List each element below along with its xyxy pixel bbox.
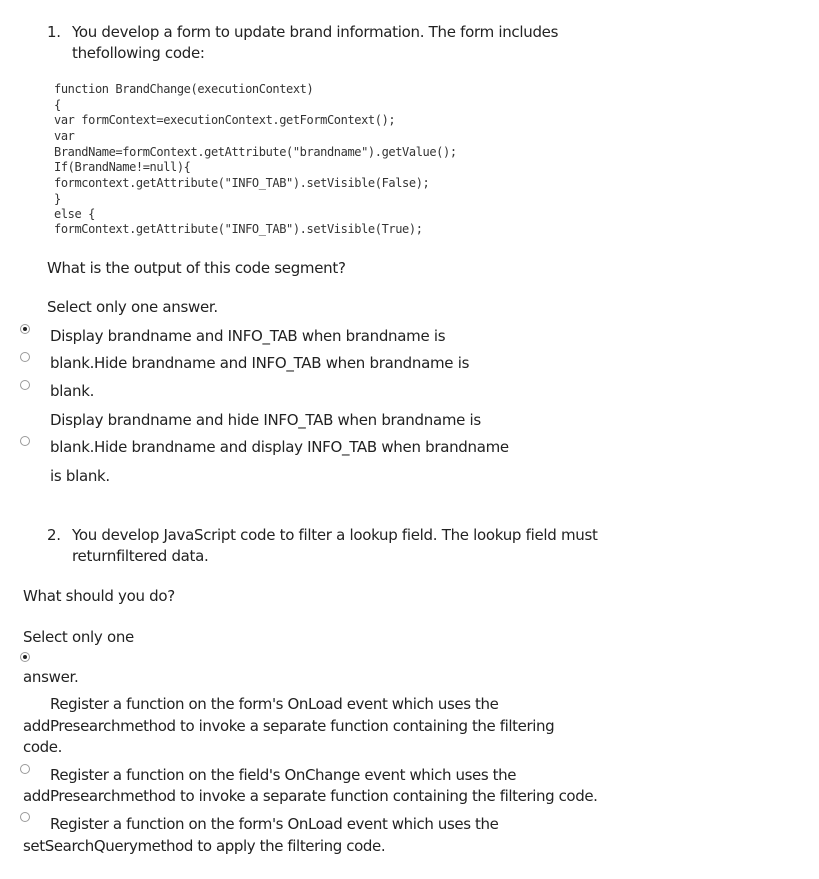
code-line: else {	[54, 207, 95, 221]
code-line: var	[54, 129, 75, 143]
q1-prompt-line-1: You develop a form to update brand information. The form includes	[72, 23, 559, 41]
q1-radio-option-4[interactable]	[20, 436, 30, 446]
q1-radio-option-1[interactable]	[20, 324, 30, 334]
code-line: If(BrandName!=null){	[54, 160, 191, 174]
q2-answer-line: setSearchQuerymethod to apply the filtering code.	[23, 837, 386, 855]
q1-answer-line: is blank.	[50, 467, 110, 485]
code-line: formContext.getAttribute("INFO_TAB").setVisible(True);	[54, 222, 423, 236]
code-line: var formContext=executionContext.getFormContext();	[54, 113, 396, 127]
q2-answer-line: code.	[23, 738, 62, 756]
q2-prompt-line-1: You develop JavaScript code to filter a lookup field. The lookup field must	[72, 526, 598, 544]
q1-question: What is the output of this code segment?	[47, 259, 346, 277]
q1-answer-line: blank.Hide brandname and INFO_TAB when brandname is	[50, 354, 470, 372]
q1-prompt-line-2: thefollowing code:	[72, 44, 205, 62]
q1-radio-option-2[interactable]	[20, 352, 30, 362]
code-line: }	[54, 192, 61, 206]
q2-instruction-line-1: Select only one	[23, 628, 134, 646]
q2-answer-line: Register a function on the form's OnLoad event which uses the	[50, 695, 499, 713]
q2-number: 2.	[47, 526, 61, 544]
code-line: function BrandChange(executionContext)	[54, 82, 314, 96]
q1-number: 1.	[47, 23, 61, 41]
q2-answer-line: addPresearchmethod to invoke a separate function containing the filtering	[23, 717, 555, 735]
q1-answer-line: Display brandname and INFO_TAB when brandname is	[50, 327, 446, 345]
q2-radio-option-3[interactable]	[20, 812, 30, 822]
q1-answer-line: blank.Hide brandname and display INFO_TAB when brandname	[50, 438, 509, 456]
q2-answer-line: addPresearchmethod to invoke a separate function containing the filtering code.	[23, 787, 598, 805]
q2-radio-option-2[interactable]	[20, 764, 30, 774]
q2-radio-option-1[interactable]	[20, 652, 30, 662]
code-line: {	[54, 98, 61, 112]
q1-answer-line: Display brandname and hide INFO_TAB when brandname is	[50, 411, 481, 429]
code-line: formcontext.getAttribute("INFO_TAB").setVisible(False);	[54, 176, 430, 190]
q1-radio-option-3[interactable]	[20, 380, 30, 390]
q2-prompt-line-2: returnfiltered data.	[72, 547, 209, 565]
q2-instruction-line-2: answer.	[23, 668, 79, 686]
code-line: BrandName=formContext.getAttribute("brandname").getValue();	[54, 145, 457, 159]
q2-question: What should you do?	[23, 587, 175, 605]
q2-answer-line: Register a function on the form's OnLoad event which uses the	[50, 815, 499, 833]
q2-answer-line: Register a function on the field's OnChange event which uses the	[50, 766, 517, 784]
q1-instruction: Select only one answer.	[47, 298, 218, 316]
q1-answer-line: blank.	[50, 382, 95, 400]
